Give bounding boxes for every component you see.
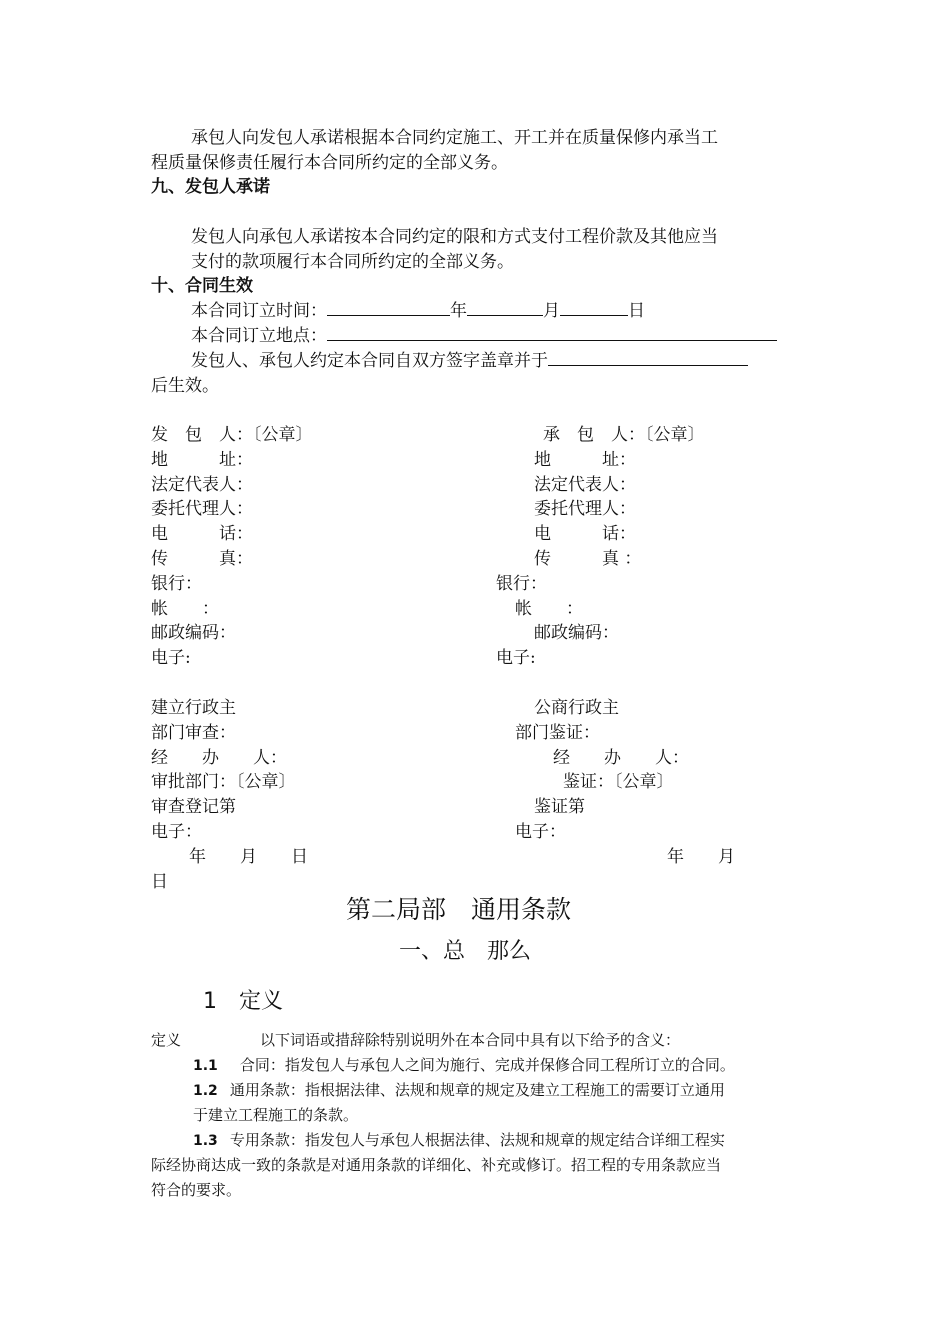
clause-1-2 xyxy=(193,1079,725,1102)
chapter-title: 一、总 那么 xyxy=(399,939,532,964)
effect-row xyxy=(191,349,748,373)
part2-title: 第二局部 通用条款 xyxy=(346,895,572,924)
contractor-phone: 电 话： xyxy=(534,524,636,544)
month-label: 月 xyxy=(543,301,560,321)
employer-account: 帐 ： xyxy=(151,599,219,619)
effect-text: 发包人、承包人约定本合同自双方签字盖章并于 xyxy=(191,351,548,371)
definition-intro: 以下词语或措辞除特别说明外在本合同中具有以下给予的含义： xyxy=(260,1031,681,1049)
employer-agent: 委托代理人： xyxy=(151,499,253,519)
review-dept-label: 部门审查： xyxy=(151,723,236,743)
contractor-postcode: 邮政编码： xyxy=(534,623,619,643)
clause-text: 专用条款：指发包人与承包人根据法律、法规和规章的规定结合详细工程实 xyxy=(229,1131,725,1149)
contractor-account: 帐 ： xyxy=(515,599,583,619)
clause-1-1 xyxy=(193,1054,735,1077)
employer-bank: 银行： xyxy=(151,574,202,594)
contractor-bank: 银行： xyxy=(496,574,547,594)
contract-place-row xyxy=(191,324,777,348)
verify-dept-label: 部门鉴证： xyxy=(515,723,600,743)
clause-1-2-cont: 于建立工程施工的条款。 xyxy=(193,1106,359,1124)
employer-fax: 传 真： xyxy=(151,549,253,569)
construction-admin-label: 建立行政主 xyxy=(151,698,236,718)
clause-number: 1.1 xyxy=(193,1058,218,1074)
contractor-promise-line1: 承包人向发包人承诺根据本合同约定施工、开工并在质量保修内承当工 xyxy=(191,128,718,148)
clause-text: 合同：指发包人与承包人之间为施行、完成并保修合同工程所订立的合同。 xyxy=(239,1056,735,1074)
effect-end: 后生效。 xyxy=(151,376,219,396)
month-blank[interactable] xyxy=(467,299,543,316)
contractor-party: 承 包 人：〔公章〕 xyxy=(543,425,705,445)
contractor-agent: 委托代理人： xyxy=(534,499,636,519)
employer-address: 地 址： xyxy=(151,450,253,470)
employer-postcode: 邮政编码： xyxy=(151,623,236,643)
employer-party: 发 包 人：〔公章〕 xyxy=(151,425,313,445)
contract-time-row xyxy=(191,299,645,323)
verify-email: 电子： xyxy=(515,822,566,842)
review-email: 电子： xyxy=(151,822,202,842)
contractor-email: 电子: xyxy=(496,648,536,668)
verify-number: 鉴证第 xyxy=(534,797,585,817)
day-label: 日 xyxy=(628,301,645,321)
place-blank[interactable] xyxy=(327,324,777,341)
contractor-promise-line2: 程质量保修责任履行本合同所约定的全部义务。 xyxy=(151,153,508,173)
employer-email: 电子: xyxy=(151,648,191,668)
employer-phone: 电 话： xyxy=(151,524,253,544)
section-10-heading: 十、合同生效 xyxy=(151,276,253,296)
contractor-legal-rep: 法定代表人： xyxy=(534,475,636,495)
clause-1-3 xyxy=(193,1129,725,1152)
employer-promise-line2: 支付的款项履行本合同所约定的全部义务。 xyxy=(191,252,514,272)
approval-dept-seal: 审批部门：〔公章〕 xyxy=(151,772,296,792)
section-definition-title: 1 定义 xyxy=(203,989,283,1014)
clause-1-3-cont2: 符合的要求。 xyxy=(151,1181,242,1199)
contract-place-label: 本合同订立地点： xyxy=(191,326,327,346)
review-registration: 审查登记第 xyxy=(151,797,236,817)
contractor-address: 地 址： xyxy=(534,450,636,470)
contractor-fax: 传 真 ： xyxy=(534,549,642,569)
effect-blank[interactable] xyxy=(548,349,748,366)
definition-label: 定义 xyxy=(151,1031,182,1049)
contract-time-label: 本合同订立时间： xyxy=(191,301,327,321)
review-date-day: 日 xyxy=(151,872,168,892)
employer-legal-rep: 法定代表人： xyxy=(151,475,253,495)
verify-seal: 鉴证：〔公章〕 xyxy=(563,772,674,792)
review-date: 年 月 日 xyxy=(189,847,308,867)
day-blank[interactable] xyxy=(560,299,628,316)
employer-promise-line1: 发包人向承包人承诺按本合同约定的限和方式支付工程价款及其他应当 xyxy=(191,227,718,247)
review-handler: 经 办 人： xyxy=(151,748,287,768)
clause-text: 通用条款：指根据法律、法规和规章的规定及建立工程施工的需要订立通用 xyxy=(229,1081,725,1099)
commerce-admin-label: 公商行政主 xyxy=(534,698,619,718)
year-blank[interactable] xyxy=(327,299,450,316)
clause-number: 1.2 xyxy=(193,1083,218,1099)
clause-1-3-cont: 际经协商达成一致的条款是对通用条款的详细化、补充或修订。招工程的专用条款应当 xyxy=(151,1156,722,1174)
verify-handler: 经 办 人： xyxy=(553,748,689,768)
year-label: 年 xyxy=(450,301,467,321)
verify-date: 年 月 xyxy=(667,847,735,867)
clause-number: 1.3 xyxy=(193,1133,218,1149)
section-9-heading: 九、发包人承诺 xyxy=(151,177,270,197)
